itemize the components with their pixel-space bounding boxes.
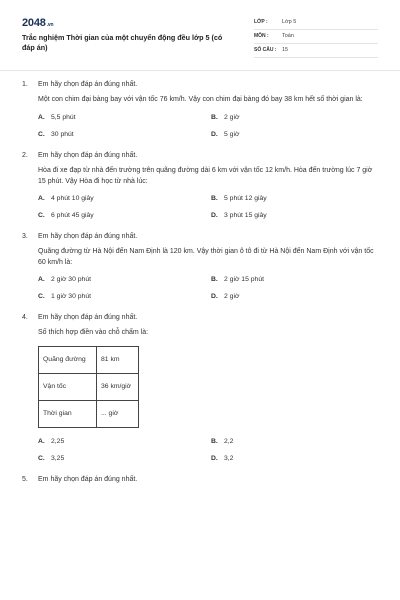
question-number: 3. [22, 232, 28, 240]
answer-options [38, 275, 378, 301]
question-2 [22, 151, 378, 220]
answer-option[interactable]: D. 5 giờ [211, 130, 240, 138]
question-list [22, 80, 378, 496]
question-instruction: Em hãy chọn đáp án đúng nhất. [38, 151, 138, 159]
answer-option[interactable]: A. 5,5 phút [38, 113, 76, 121]
meta-value: Lớp 5 [282, 18, 297, 25]
answer-options [38, 113, 378, 139]
meta-label: MÔN : [254, 33, 269, 40]
question-instruction: Em hãy chọn đáp án đúng nhất. [38, 81, 138, 88]
document-meta [254, 16, 378, 58]
answer-option[interactable]: B. 2 giờ 15 phút [211, 275, 264, 283]
question-1 [22, 80, 378, 139]
meta-label: SỐ CÂU : [254, 47, 277, 54]
question-number: 1. [22, 81, 28, 88]
answer-option[interactable]: B. 2 giờ [211, 113, 240, 121]
meta-value: Toán [282, 32, 294, 39]
answer-option[interactable]: B. 2,2 [211, 437, 234, 445]
question-text: Số thích hợp điền vào chỗ chấm là: [38, 329, 149, 337]
document-title: Trắc nghiệm Thời gian của một chuyển động đều lớp 5 (có đáp án) [22, 33, 223, 52]
answer-option[interactable]: B. 5 phút 12 giây [211, 194, 267, 202]
meta-row-class [254, 16, 378, 30]
question-header [22, 475, 378, 484]
question-4 [22, 313, 378, 463]
answer-option[interactable]: C. 3,25 [38, 454, 65, 462]
question-header [22, 80, 378, 89]
data-table [38, 346, 139, 428]
header-divider [0, 70, 400, 71]
question-body [22, 166, 378, 220]
answer-options [38, 194, 378, 220]
question-5 [22, 475, 378, 484]
question-text: Quãng đường từ Hà Nội đến Nam Định là 120 km. Vậy thời gian ô tô đi từ Hà Nội đến Nam Định với vận tốc 60 km/h là: [38, 248, 374, 266]
table-cell: Thời gian [39, 400, 97, 427]
question-instruction: Em hãy chọn đáp án đúng nhất. [38, 314, 138, 322]
question-body [22, 247, 378, 301]
answer-option[interactable]: A. 4 phút 10 giây [38, 194, 94, 202]
table-cell: Vận tốc [39, 373, 97, 400]
answer-option[interactable]: C. 6 phút 45 giây [38, 211, 94, 219]
answer-option[interactable]: A. 2,25 [38, 437, 65, 445]
question-header [22, 232, 378, 241]
question-3 [22, 232, 378, 301]
question-number: 5. [22, 475, 28, 483]
question-instruction: Em hãy chọn đáp án đúng nhất. [38, 475, 138, 483]
site-logo[interactable]: 2048.vn [22, 17, 54, 29]
question-number: 4. [22, 314, 28, 322]
table-cell: Quãng đường [39, 346, 97, 373]
answer-option[interactable]: D. 2 giờ [211, 292, 240, 300]
answer-option[interactable]: D. 3,2 [211, 454, 234, 462]
table-cell: 81 km [97, 346, 139, 373]
meta-row-subject [254, 30, 378, 44]
question-body [22, 328, 378, 462]
answer-option[interactable]: D. 3 phút 15 giây [211, 211, 267, 219]
question-text: Hòa đi xe đạp từ nhà đến trường trên quãng đường dài 6 km với vận tốc 12 km/h. Hòa đến trường lúc 7 giờ 15 phút. Vậy Hòa đi học từ nhà lúc: [38, 167, 373, 185]
table-cell: 36 km/giờ [97, 373, 139, 400]
answer-option[interactable]: C. 1 giờ 30 phút [38, 292, 91, 300]
answer-option[interactable]: C. 30 phút [38, 130, 74, 138]
meta-row-count [254, 44, 378, 58]
question-header [22, 313, 378, 322]
answer-options [38, 437, 378, 463]
question-header [22, 151, 378, 160]
question-number: 2. [22, 151, 28, 159]
question-body [22, 95, 378, 138]
table-row [39, 373, 139, 400]
answer-option[interactable]: A. 2 giờ 30 phút [38, 275, 91, 283]
meta-label: LỚP : [254, 19, 268, 26]
document-header [22, 16, 378, 66]
meta-value: 15 [282, 46, 289, 53]
question-text: Một con chim đại bàng bay với vận tốc 76 km/h. Vậy con chim đại bàng đó bay 38 km hết số thời gian là: [38, 96, 363, 104]
table-row [39, 400, 139, 427]
table-row [39, 346, 139, 373]
question-instruction: Em hãy chọn đáp án đúng nhất. [38, 232, 138, 240]
table-cell: ... giờ [97, 400, 139, 427]
